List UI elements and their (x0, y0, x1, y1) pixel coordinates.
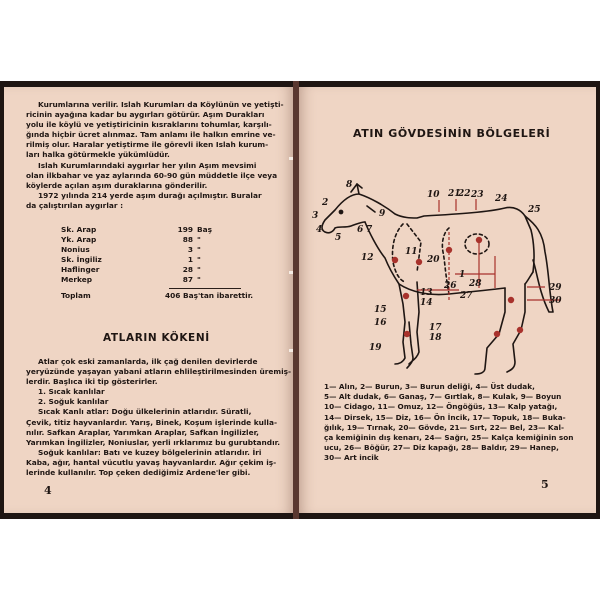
diagram-number: 12 (361, 253, 374, 263)
text-line: Kurumlarına verilir. Islah Kurumları da Köylünün ve yetişti- (38, 100, 284, 109)
marker-dot (508, 297, 513, 302)
diagram-number: 14 (420, 298, 433, 308)
breed-unit: " (197, 235, 201, 245)
diagram-number: 26 (444, 281, 457, 291)
diagram-number: 4 (316, 225, 323, 235)
marker-dot (476, 237, 481, 242)
diagram-number: 25 (528, 205, 541, 215)
breed-count: 3 (187, 245, 193, 255)
diagram-number: 17 (429, 323, 442, 333)
text-line: nılır. Safkan Araplar, Yarımkan Araplar, Safkan İngilizler, (26, 427, 259, 437)
text-line: Sıcak Kanlı atlar: Doğu ülkelerinin atlarıdır. Süratli, (38, 407, 252, 417)
right-page (299, 87, 596, 513)
diagram-title: ATIN GÖVDESİNİN BÖLGELERİ (353, 127, 551, 140)
text-line: lerdir. Başlıca iki tip gösterirler. (26, 377, 158, 387)
stallion-table (61, 225, 271, 300)
text-line: Çevik, titiz hayvanlardır. Yarış, Binek, Koşum işlerinde kulla- (26, 417, 278, 427)
breed-count: 88 (182, 235, 193, 245)
breed-unit: Baş (197, 225, 213, 234)
breed-name: Yk. Arap (61, 235, 97, 245)
text-line: Kaba, ağır, hantal vücutlu yavaş hayvanlardır. Ağır çekim iş- (26, 457, 277, 467)
text-line: yolu ile köylü ve yetiştiricinin kısraklarını tohumlar, karşılı- (26, 120, 272, 130)
diagram-number: 30 (549, 296, 562, 306)
diagram-number: 7 (366, 225, 373, 235)
text-line: Islah Kurumlarındaki aygırlar her yılın Aşım mevsimi (38, 160, 257, 170)
diagram-number: 10 (427, 190, 440, 200)
open-book (0, 81, 600, 519)
legend-line: 10— Cidago, 11— Omuz, 12— Öngöğüs, 13— Kalp yatağı, (324, 402, 558, 412)
diagram-number: 19 (369, 343, 382, 353)
sum-rule (169, 288, 241, 289)
total-label: Toplam (61, 290, 91, 300)
diagram-number: 8 (346, 180, 353, 190)
diagram-legend (324, 382, 584, 464)
marker-dot (404, 331, 409, 336)
marker-dot (392, 257, 397, 262)
text-line: da çalıştırılan aygırlar : (26, 200, 124, 210)
horse-diagram (299, 172, 596, 392)
legend-line: 30— Art incik (324, 453, 379, 463)
diagram-number: 18 (429, 333, 442, 343)
diagram-number: 13 (420, 288, 433, 298)
legend-line: ğılık, 19— Tırnak, 20— Gövde, 21— Sırt, 22— Bel, 23— Kal- (324, 422, 565, 432)
text-line: rilmiş olur. Haralar yetiştirme ile görevli iken Islah kurum- (26, 140, 269, 150)
text-line: Atlar çok eski zamanlarda, ilk çağ denilen devirlerde (38, 357, 258, 366)
page-number: 4 (44, 484, 52, 497)
legend-line: 1— Alın, 2— Burun, 3— Burun deliği, 4— Üst dudak, (324, 382, 535, 391)
marker-dot (403, 293, 408, 298)
text-line: Yarımkan İngilizler, Noniuslar, yerli ırklarımız bu gurubtandır. (26, 437, 281, 447)
binding-stitch (289, 157, 293, 160)
breed-count: 28 (182, 265, 193, 275)
left-page (4, 87, 293, 513)
horse-outline (322, 184, 553, 374)
breed-name: Sk. İngiliz (61, 255, 102, 265)
marker-dot (416, 259, 421, 264)
diagram-number: 5 (335, 233, 342, 243)
breed-count: 1 (187, 255, 193, 265)
diagram-number: 21 (448, 189, 461, 199)
breed-count: 199 (177, 225, 193, 234)
binding-stitch (289, 349, 293, 352)
diagram-number: 1 (459, 270, 466, 280)
breed-unit: " (197, 275, 201, 285)
legend-line: 5— Alt dudak, 6— Ganaş, 7— Gırtlak, 8— Kulak, 9— Boyun (324, 392, 562, 402)
total-row (61, 286, 271, 300)
text-line: yeryüzünde yaşayan yabani atların ehlileştirilmesinden üremiş- (26, 367, 292, 377)
diagram-number: 24 (495, 194, 508, 204)
breed-unit: " (197, 265, 201, 275)
table-row (61, 245, 271, 255)
diagram-number: 11 (405, 247, 418, 257)
breed-name: Merkep (61, 275, 93, 285)
section-heading: ATLARIN KÖKENİ (103, 332, 210, 344)
diagram-number: 3 (312, 211, 319, 221)
binding-stitch (289, 271, 293, 274)
marker-dot (446, 247, 451, 252)
breed-name: Sk. Arap (61, 225, 97, 234)
list-item: 2. Soğuk kanlılar (38, 397, 109, 407)
diagram-number: 9 (379, 209, 386, 219)
total-value: 406 Baş'tan ibarettir. (165, 290, 254, 300)
region-numbers (312, 180, 562, 353)
breed-count: 87 (182, 275, 193, 285)
table-row (61, 225, 271, 235)
diagram-number: 15 (374, 305, 387, 315)
table-row (61, 255, 271, 265)
list-item: 1. Sıcak kanlılar (38, 387, 105, 397)
diagram-number: 27 (460, 291, 473, 301)
marker-dot (517, 327, 522, 332)
breed-name: Haflinger (61, 265, 100, 275)
legend-line: 14— Dirsek, 15— Diz, 16— Ön İncik, 17— Topuk, 18— Buka- (324, 412, 566, 422)
diagram-number: 6 (357, 225, 364, 235)
breed-unit: " (197, 255, 201, 265)
table-row (61, 275, 271, 285)
text-line: 1972 yılında 214 yerde aşım durağı açılmıştır. Buralar (38, 190, 262, 200)
text-line: köylerde açılan aşım duraklarına gönderilir. (26, 180, 208, 190)
breed-unit: " (197, 245, 201, 255)
legend-line: ucu, 26— Böğür, 27— Diz kapağı, 28— Baldır, 29— Hanep, (324, 443, 559, 453)
text-line: ricinin ayağına kadar bu aygırları götürür. Aşım Durakları (26, 110, 265, 120)
diagram-number: 20 (427, 255, 440, 265)
diagram-number: 22 (458, 189, 471, 199)
diagram-number: 16 (374, 318, 387, 328)
paragraph-origins (26, 357, 292, 478)
diagram-number: 2 (322, 198, 329, 208)
breed-name: Nonius (61, 245, 90, 255)
diagram-number: 28 (469, 279, 482, 289)
table-row (61, 235, 271, 245)
legend-line: ça kemiğinin dış kenarı, 24— Sağrı, 25— Kalça kemiğinin son (324, 433, 574, 443)
page-number: 5 (541, 478, 549, 491)
text-line: lerinde kullanılır. Top çeken dediğimiz Ardene'ler gibi. (26, 468, 251, 478)
text-line: ğında hiçbir ücret alınmaz. Tam anlamı ile halkın emrine ve- (26, 130, 276, 140)
paragraph-1 (26, 100, 284, 211)
diagram-number: 29 (549, 283, 562, 293)
marker-dot (494, 331, 499, 336)
table-row (61, 265, 271, 275)
diagram-number: 23 (471, 190, 484, 200)
text-line: olan ilkbahar ve yaz aylarında 60-90 gün müddetle ilçe veya (26, 170, 278, 180)
text-line: ları halka götürmekle yükümlüdür. (26, 150, 170, 160)
text-line: Soğuk kanlılar: Batı ve kuzey bölgelerinin atlarıdır. İri (38, 447, 262, 457)
